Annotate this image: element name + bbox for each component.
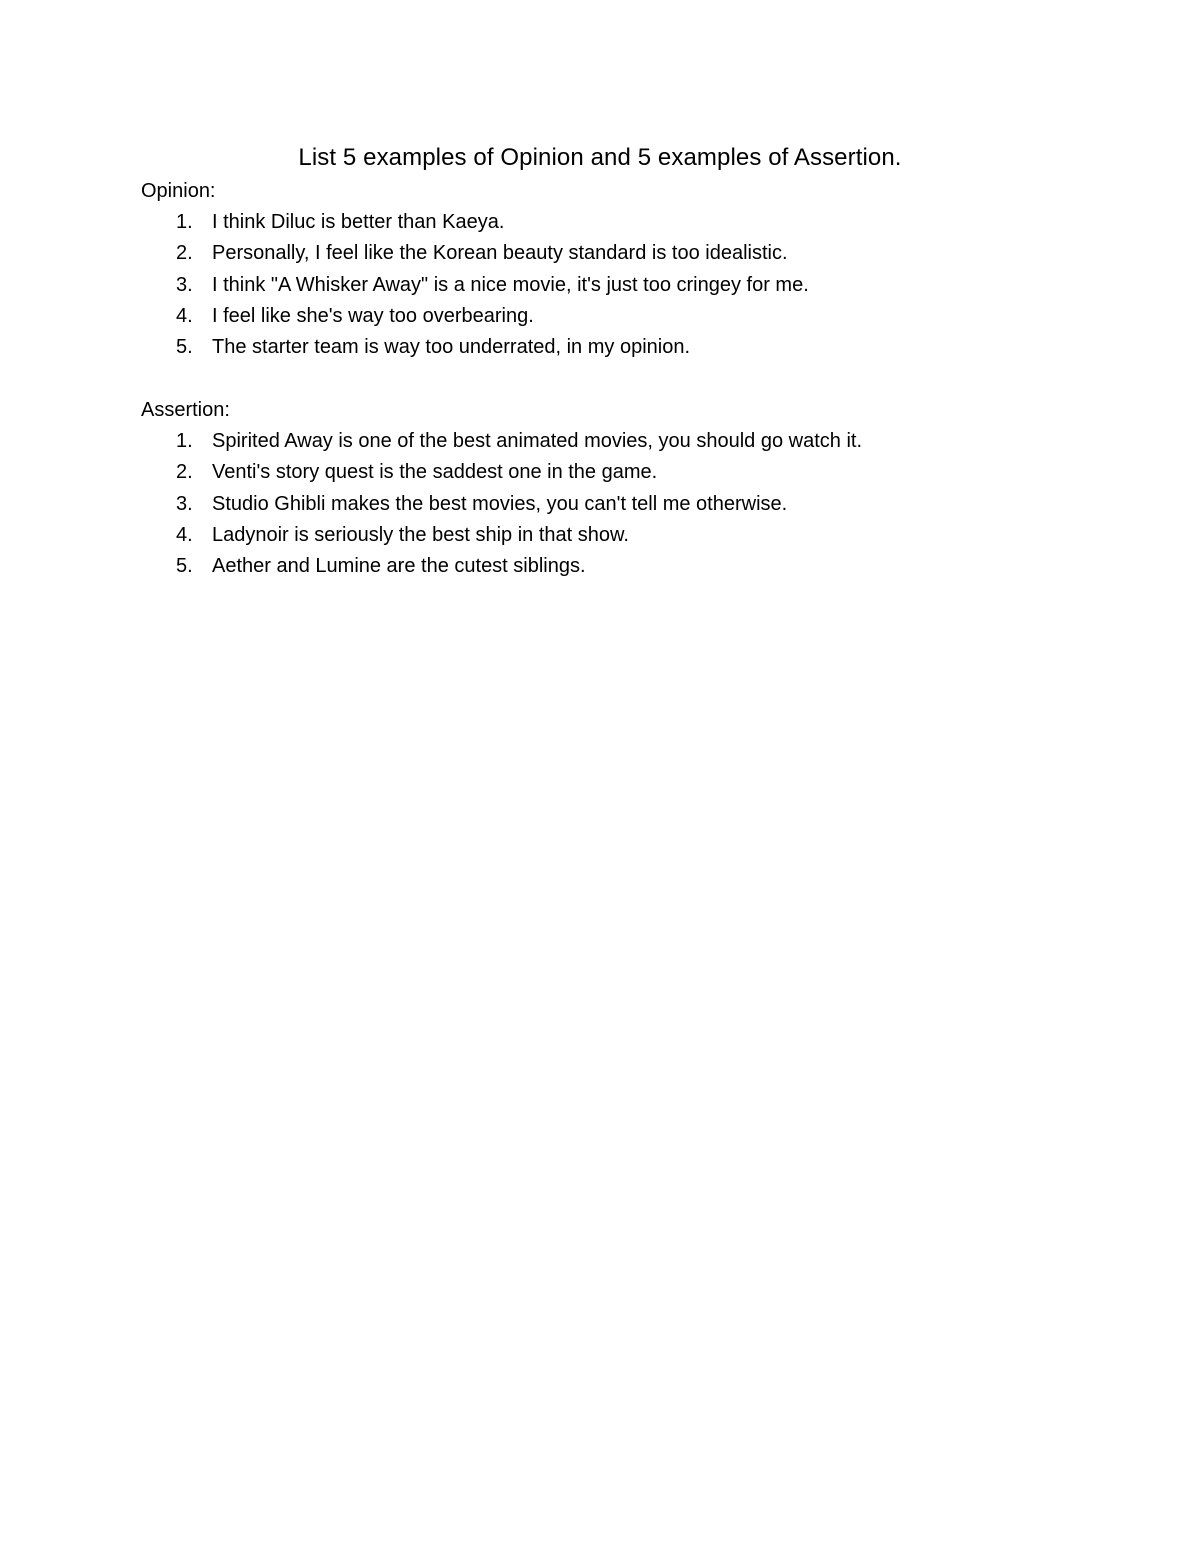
list-item [141, 551, 1141, 582]
list-item-text: I think "A Whisker Away" is a nice movie, it's just too cringey for me. [212, 273, 809, 296]
opinion-label: Opinion: [141, 180, 216, 202]
list-item-text: Aether and Lumine are the cutest siblings. [212, 555, 586, 578]
list-item [141, 426, 1141, 457]
list-item-number: 3. [176, 492, 193, 515]
list-item [141, 489, 1141, 520]
list-item [141, 270, 1141, 301]
list-item-number: 4. [176, 304, 193, 327]
list-item-number: 1. [176, 430, 193, 452]
list-item-text: The starter team is way too underrated, in my opinion. [212, 336, 691, 359]
opinion-list [141, 207, 1141, 363]
list-item [141, 457, 1141, 488]
list-item-text: Studio Ghibli makes the best movies, you can't tell me otherwise. [212, 492, 788, 515]
list-item [141, 332, 1141, 363]
list-item [141, 301, 1141, 332]
list-item-number: 2. [176, 242, 193, 265]
list-item-text: Venti's story quest is the saddest one in the game. [212, 461, 658, 484]
list-item-number: 3. [176, 273, 193, 296]
list-item [141, 207, 1141, 238]
assertion-label: Assertion: [141, 399, 230, 421]
opinion-section [141, 176, 1141, 363]
list-item-number: 4. [176, 523, 193, 546]
list-item-number: 5. [176, 336, 193, 359]
list-item-text: I feel like she's way too overbearing. [212, 304, 534, 327]
list-item [141, 520, 1141, 551]
document-title: List 5 examples of Opinion and 5 examples of Assertion. [298, 144, 902, 171]
list-item-number: 2. [176, 461, 193, 484]
assertion-list [141, 426, 1141, 582]
list-item [141, 238, 1141, 269]
list-item-text: Spirited Away is one of the best animated movies, you should go watch it. [212, 430, 862, 452]
list-item-text: Personally, I feel like the Korean beauty standard is too idealistic. [212, 242, 788, 265]
list-item-number: 5. [176, 555, 193, 578]
list-item-text: Ladynoir is seriously the best ship in that show. [212, 523, 629, 546]
list-item-text: I think Diluc is better than Kaeya. [212, 211, 505, 233]
assertion-section [141, 395, 1141, 582]
list-item-number: 1. [176, 211, 193, 233]
